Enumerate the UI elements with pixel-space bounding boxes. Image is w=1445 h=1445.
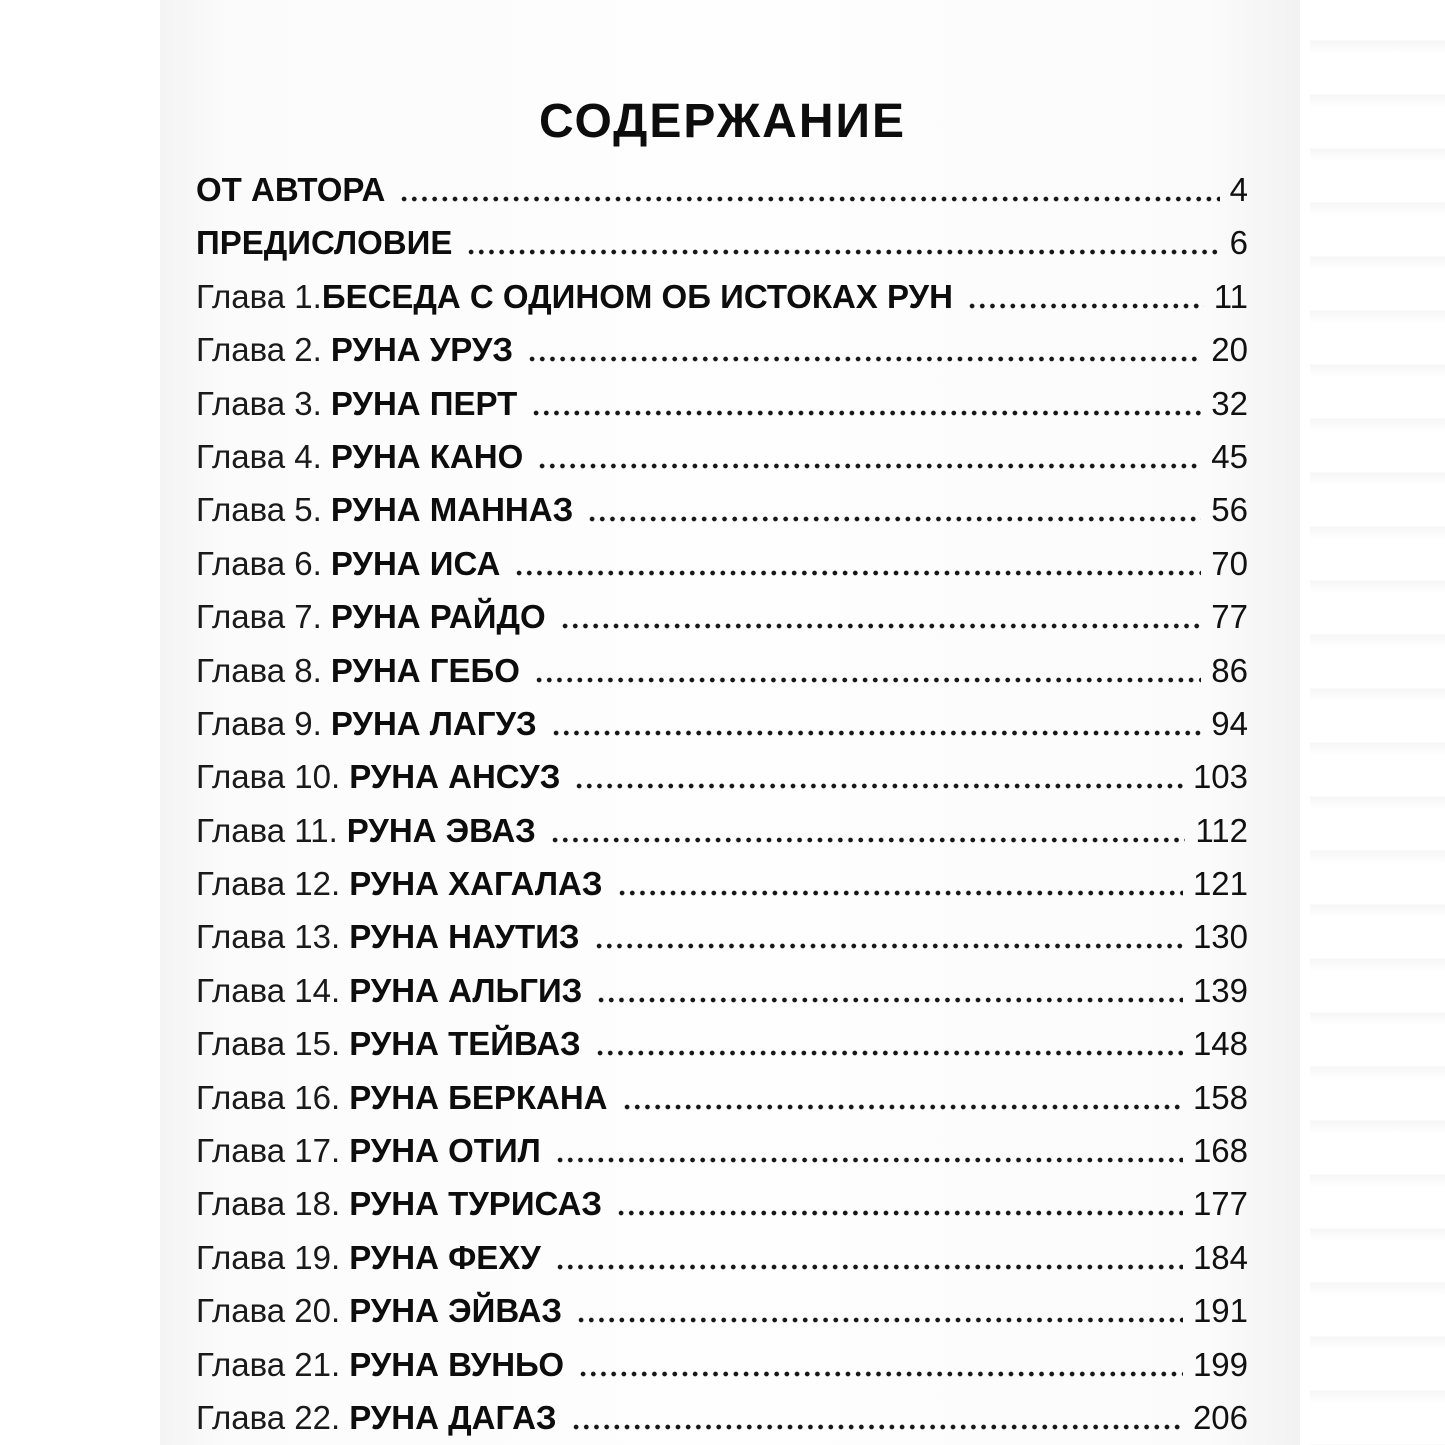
page-number: 168: [1192, 1132, 1248, 1170]
page-number: 86: [1211, 651, 1248, 689]
page-number: 70: [1211, 544, 1248, 582]
toc-entry[interactable]: [196, 216, 1248, 269]
chapter-title: РУНА ТУРИСАЗ: [349, 1185, 603, 1223]
chapter-number: Глава 5.: [196, 491, 322, 529]
page-number: 148: [1192, 1025, 1248, 1063]
chapter-number: Глава 17.: [196, 1132, 341, 1170]
toc-entry[interactable]: [196, 430, 1248, 483]
chapter-title: РУНА ЭЙВАЗ: [349, 1292, 563, 1330]
chapter-title: РУНА ХАГАЛАЗ: [349, 865, 603, 903]
dot-leader: [537, 463, 1201, 469]
dot-leader: [571, 1424, 1183, 1430]
chapter-title: ПРЕДИСЛОВИЕ: [196, 224, 453, 262]
chapter-title: РУНА ТЕЙВАЗ: [349, 1025, 581, 1063]
page-number: 184: [1192, 1238, 1248, 1276]
chapter-title: РУНА АЛЬГИЗ: [349, 971, 583, 1009]
chapter-title: РУНА ДАГАЗ: [349, 1398, 557, 1436]
page-number: 158: [1192, 1078, 1248, 1116]
page-number: 199: [1192, 1345, 1248, 1383]
chapter-title: РУНА ИСА: [330, 544, 501, 582]
chapter-title: ОТ АВТОРА: [196, 171, 386, 208]
page-number: 206: [1192, 1398, 1248, 1436]
toc-entry[interactable]: [196, 750, 1248, 803]
page-number: 121: [1192, 865, 1248, 903]
chapter-number: Глава 22.: [196, 1398, 341, 1436]
dot-leader: [555, 1157, 1183, 1163]
show-through-text: [1310, 0, 1445, 1445]
dot-leader: [560, 623, 1202, 629]
page-number: 11: [1213, 277, 1248, 315]
toc-entry[interactable]: [196, 163, 1248, 216]
dot-leader: [527, 356, 1201, 362]
toc-entry[interactable]: [196, 857, 1248, 910]
page-number: 94: [1211, 704, 1248, 742]
toc-entry[interactable]: [196, 644, 1248, 697]
chapter-number: Глава 21.: [196, 1345, 341, 1383]
page-number: 77: [1211, 598, 1248, 636]
chapter-title: РУНА ВУНЬО: [349, 1345, 565, 1383]
page-number: 56: [1211, 491, 1248, 529]
chapter-number: Глава 10.: [196, 758, 341, 796]
dot-leader: [531, 410, 1201, 416]
toc-entry[interactable]: [196, 1177, 1248, 1230]
page-title: СОДЕРЖАНИЕ: [539, 95, 906, 149]
chapter-number: Глава 13.: [196, 918, 341, 956]
dot-leader: [594, 943, 1183, 949]
dot-leader: [576, 1317, 1183, 1323]
page-number: 103: [1192, 758, 1248, 796]
chapter-number: Глава 12.: [196, 865, 341, 903]
chapter-number: Глава 15.: [196, 1025, 341, 1063]
page-number: 4: [1229, 171, 1248, 208]
page-number: 20: [1211, 331, 1248, 369]
toc-entry[interactable]: [196, 910, 1248, 963]
dot-leader: [622, 1104, 1183, 1110]
chapter-title: РУНА РАЙДО: [330, 598, 546, 636]
toc-entry[interactable]: [196, 377, 1248, 430]
toc-entry[interactable]: [196, 323, 1248, 376]
toc-entry[interactable]: [196, 270, 1248, 323]
page-number: 139: [1192, 971, 1248, 1009]
page-number: 191: [1192, 1292, 1248, 1330]
dot-leader: [534, 677, 1201, 683]
dot-leader: [616, 1210, 1183, 1216]
chapter-number: Глава 14.: [196, 971, 341, 1009]
toc-entry[interactable]: [196, 537, 1248, 590]
toc-entry[interactable]: [196, 1284, 1248, 1337]
toc-entry[interactable]: [196, 483, 1248, 536]
toc-entry[interactable]: [196, 590, 1248, 643]
chapter-number: Глава 3.: [196, 384, 322, 422]
toc-entry[interactable]: [196, 1231, 1248, 1284]
chapter-title: БЕСЕДА С ОДИНОМ ОБ ИСТОКАХ РУН: [321, 277, 953, 315]
toc-entry[interactable]: [196, 804, 1248, 857]
dot-leader: [514, 570, 1201, 576]
page-number: 177: [1192, 1185, 1248, 1223]
dot-leader: [466, 249, 1219, 255]
dot-leader: [595, 1050, 1183, 1056]
dot-leader: [617, 890, 1183, 896]
dot-leader: [967, 303, 1204, 309]
chapter-number: Глава 4.: [196, 437, 322, 475]
chapter-title: РУНА ФЕХУ: [349, 1238, 541, 1276]
toc-entry[interactable]: [196, 1071, 1248, 1124]
dot-leader: [578, 1371, 1183, 1377]
chapter-title: РУНА УРУЗ: [330, 331, 514, 369]
page-number: 112: [1195, 811, 1248, 849]
chapter-title: РУНА НАУТИЗ: [349, 918, 580, 956]
chapter-number: Глава 7.: [196, 598, 322, 636]
page-number: 32: [1211, 384, 1248, 422]
chapter-title: РУНА ЭВАЗ: [346, 811, 536, 849]
chapter-number: Глава 19.: [196, 1238, 341, 1276]
chapter-number: Глава 6.: [196, 544, 322, 582]
chapter-number: Глава 9.: [196, 704, 322, 742]
chapter-number: Глава 16.: [196, 1078, 341, 1116]
toc-entry[interactable]: [196, 1338, 1248, 1391]
toc-entry[interactable]: [196, 1124, 1248, 1177]
table-of-contents: [196, 163, 1248, 1444]
toc-entry[interactable]: [196, 1391, 1248, 1444]
chapter-number: Глава 18.: [196, 1185, 341, 1223]
chapter-title: РУНА БЕРКАНА: [349, 1078, 608, 1116]
chapter-title: РУНА ЛАГУЗ: [330, 704, 537, 742]
chapter-number: Глава 8.: [196, 651, 322, 689]
dot-leader: [550, 837, 1186, 843]
chapter-title: РУНА КАНО: [330, 437, 524, 475]
chapter-number: Глава 20.: [196, 1292, 341, 1330]
toc-entry[interactable]: [196, 964, 1248, 1017]
chapter-title: РУНА ПЕРТ: [330, 384, 518, 422]
toc-entry[interactable]: [196, 697, 1248, 750]
chapter-number: Глава 1.: [196, 277, 322, 315]
toc-entry[interactable]: [196, 1017, 1248, 1070]
chapter-title: РУНА АНСУЗ: [349, 758, 561, 796]
chapter-title: РУНА МАННАЗ: [330, 491, 574, 529]
chapter-number: Глава 2.: [196, 331, 322, 369]
chapter-number: Глава 11.: [196, 811, 338, 849]
page-number: 6: [1229, 224, 1248, 262]
chapter-title: РУНА ОТИЛ: [349, 1132, 541, 1170]
dot-leader: [551, 730, 1202, 736]
dot-leader: [587, 516, 1201, 522]
dot-leader: [399, 196, 1219, 202]
dot-leader: [555, 1264, 1183, 1270]
page-number: 130: [1192, 918, 1248, 956]
page-number: 45: [1211, 437, 1248, 475]
dot-leader: [574, 783, 1183, 789]
dot-leader: [596, 997, 1183, 1003]
chapter-title: РУНА ГЕБО: [330, 651, 520, 689]
